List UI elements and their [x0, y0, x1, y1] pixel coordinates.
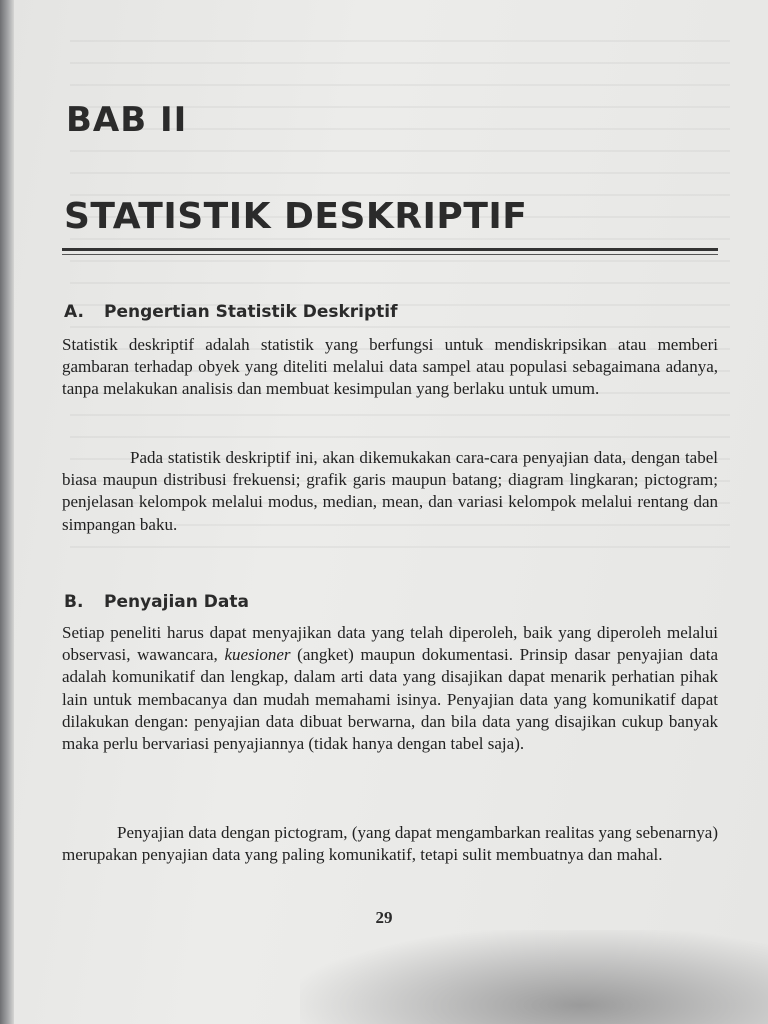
section-a-paragraph-1: Statistik deskriptif adalah statistik yang berfungsi untuk mendiskripsikan atau memberi gambaran terhadap obyek yang diteliti melalui data sampel atau populasi sebagaimana adanya, tanpa melakukan analisis dan membuat kesimpulan yang berlaku untuk umum. [62, 335, 718, 399]
hand-shadow [300, 930, 768, 1024]
chapter-label: BAB II [66, 100, 188, 140]
section-b-paragraph-1-start: Setiap peneliti harus dapat menyajikan data yang telah diperoleh, baik yang diperoleh melalui observasi, wawancara, [62, 623, 718, 665]
section-a-letter: A. [64, 302, 84, 322]
section-b-letter: B. [64, 592, 84, 612]
section-b-paragraph-1-end: (angket) maupun dokumentasi. Prinsip dasar penyajian data adalah komunikatif dan lengkap, dalam arti data yang disajikan dapat menarik perhatian pihak lain untuk membacanya dan mudah memahami isinya. Penyajian data yang komunikatif dapat dilakukan dengan: penyajian data dibuat berwarna, dan bila data yang disajikan cukup banyak maka perlu bervariasi penyajiannya (tidak hanya dengan tabel saja). [62, 645, 718, 754]
section-b-heading [64, 592, 249, 612]
section-a-paragraph-2: Pada statistik deskriptif ini, akan dikemukakan cara-cara penyajian data, dengan tabel biasa maupun distribusi frekuensi; grafik garis maupun batang; diagram lingkaran; pictogram; penjelasan kelompok melalui modus, median, mean, dan variasi kelompok melalui rentang dan simpangan baku. [62, 448, 718, 534]
section-b-paragraph-1 [62, 622, 718, 755]
page-number: 29 [375, 908, 393, 927]
section-b-heading-text: Penyajian Data [104, 592, 249, 612]
title-underline [62, 248, 718, 255]
chapter-title: STATISTIK DESKRIPTIF [64, 196, 528, 237]
section-a-heading-text: Pengertian Statistik Deskriptif [104, 302, 398, 322]
section-a-heading [64, 302, 398, 322]
page-binding-edge [0, 0, 14, 1024]
section-b-paragraph-2: Penyajian data dengan pictogram, (yang dapat mengambarkan realitas yang sebenarnya) merupakan penyajian data yang paling komunikatif, tetapi sulit membuatnya dan mahal. [62, 823, 718, 865]
section-b-paragraph-1-italic: kuesioner [224, 645, 291, 665]
